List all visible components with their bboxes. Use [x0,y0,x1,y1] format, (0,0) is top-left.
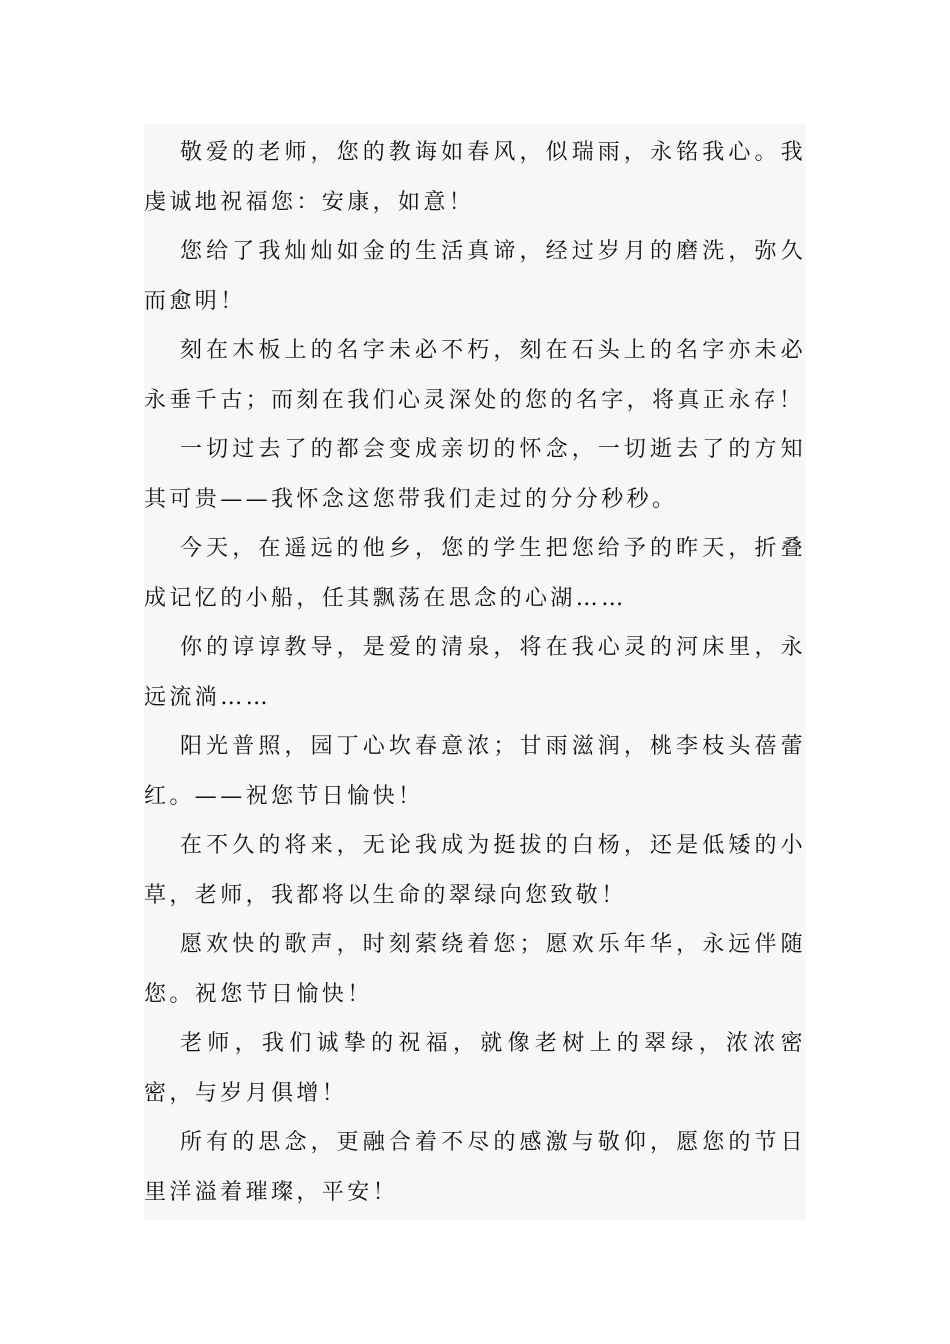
paragraph: 您给了我灿灿如金的生活真谛，经过岁月的磨洗，弥久而愈明！ [144,239,806,314]
paragraph: 一切过去了的都会变成亲切的怀念，一切逝去了的方知其可贵——我怀念这您带我们走过的分分秒秒。 [144,437,806,512]
paragraph: 老师，我们诚挚的祝福，就像老树上的翠绿，浓浓密密，与岁月俱增！ [144,1031,806,1106]
paragraph: 你的谆谆教导，是爱的清泉，将在我心灵的河床里，永远流淌…… [144,635,806,710]
paragraph: 在不久的将来，无论我成为挺拔的白杨，还是低矮的小草，老师，我都将以生命的翠绿向您致敬！ [144,833,806,908]
paragraph: 今天，在遥远的他乡，您的学生把您给予的昨天，折叠成记忆的小船，任其飘荡在思念的心湖…… [144,536,806,611]
paragraph: 所有的思念，更融合着不尽的感激与敬仰，愿您的节日里洋溢着璀璨，平安！ [144,1130,806,1205]
paragraph: 敬爱的老师，您的教诲如春风，似瑞雨，永铭我心。我虔诚地祝福您：安康，如意！ [144,140,806,215]
document-text-block [144,124,806,1220]
paragraph: 阳光普照，园丁心坎春意浓；甘雨滋润，桃李枝头蓓蕾红。——祝您节日愉快！ [144,734,806,809]
paragraph: 愿欢快的歌声，时刻萦绕着您；愿欢乐年华，永远伴随您。祝您节日愉快！ [144,932,806,1007]
paragraph: 刻在木板上的名字未必不朽，刻在石头上的名字亦未必永垂千古；而刻在我们心灵深处的您的名字，将真正永存！ [144,338,806,413]
